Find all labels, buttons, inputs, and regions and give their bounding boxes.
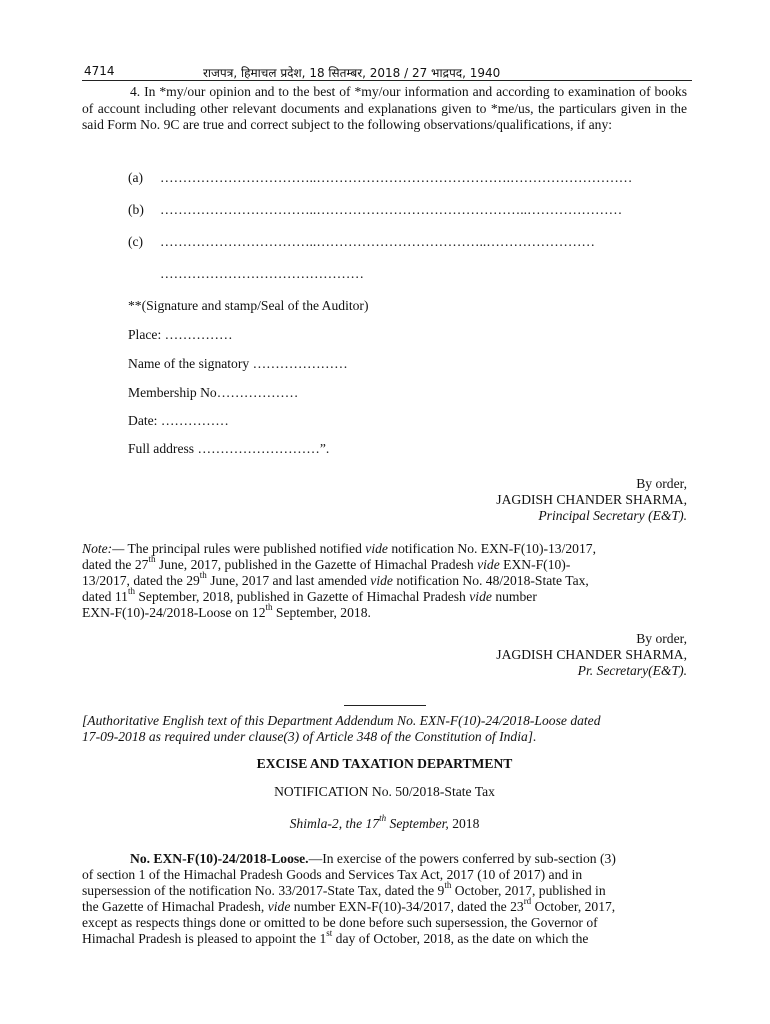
signatory-name-line: Name of the signatory …………………	[128, 356, 348, 371]
membership-line: Membership No………………	[128, 385, 299, 400]
page-number: 4714	[84, 64, 115, 78]
department-heading: EXCISE AND TAXATION DEPARTMENT	[256, 756, 513, 771]
note-line-2: dated the 27th June, 2017, published in the Gazette of Himachal Pradesh vide EXN-F(10)-	[82, 554, 571, 572]
order2-designation: Pr. Secretary(E&T).	[577, 663, 687, 678]
dateline: Shimla-2, the 17th September, 2018	[289, 813, 480, 831]
body-line-5: except as respects things done or omitted to be done before such supersession, the Governor of	[82, 915, 598, 930]
date-line: Date: ……………	[128, 413, 229, 428]
authoritative-text-line-1: [Authoritative English text of this Department Addendum No. EXN-F(10)-24/2018-Loose dated	[82, 713, 601, 728]
notification-ref: No. EXN-F(10)-24/2018-Loose.	[130, 851, 309, 866]
note-line-1: Note:— The principal rules were published notified vide notification No. EXN-F(10)-13/2017,	[82, 541, 596, 556]
item-b	[128, 202, 623, 219]
header-rule	[82, 80, 692, 81]
body-line-3: supersession of the notification No. 33/2017-State Tax, dated the 9th October, 2017, published in	[82, 880, 606, 898]
body-line-6: Himachal Pradesh is pleased to appoint the 1st day of October, 2018, as the date on which the	[82, 928, 589, 946]
item-c-label: (c)	[128, 234, 144, 249]
full-address-line: Full address ………………………”.	[128, 441, 330, 456]
note-line-4: dated 11th September, 2018, published in Gazette of Himachal Pradesh vide number	[82, 586, 537, 604]
authoritative-text-line-2: 17-09-2018 as required under clause(3) of Article 348 of the Constitution of India].	[82, 729, 537, 744]
order2-signatory-name: JAGDISH CHANDER SHARMA,	[496, 647, 687, 662]
order1-designation: Principal Secretary (E&T).	[538, 508, 687, 523]
gazette-header-title: राजपत्र, हिमाचल प्रदेश, 18 सितम्बर, 2018 / 27 भाद्रपद, 1940	[203, 66, 501, 80]
body-line-1: No. EXN-F(10)-24/2018-Loose.—In exercise of the powers conferred by sub-section (3)	[130, 851, 616, 866]
item-c	[128, 234, 595, 251]
item-a-dots: ……………………………..…………………………………….………………………	[160, 170, 633, 185]
paragraph-4: 4. In *my/our opinion and to the best of *my/our information and according to examination of books of account including other relevant documents and explanations given to *me/us, the particulars given in the said Form No. 9C are true and correct subject to the following observations/qualifications, if any:	[82, 84, 687, 132]
item-b-label: (b)	[128, 202, 144, 217]
notification-number: NOTIFICATION No. 50/2018-State Tax	[274, 784, 495, 799]
item-c-continuation-dots: ………………………………………	[160, 266, 364, 281]
item-a-label: (a)	[128, 170, 144, 185]
order1-by-order: By order,	[636, 476, 687, 491]
body-line-4: the Gazette of Himachal Pradesh, vide number EXN-F(10)-34/2017, dated the 23rd October, 2017,	[82, 896, 616, 914]
order1-signatory-name: JAGDISH CHANDER SHARMA,	[496, 492, 687, 507]
place-line: Place: ……………	[128, 327, 233, 342]
order2-by-order: By order,	[636, 631, 687, 646]
item-c-dots: ……………………………..………………………………..……………………	[160, 234, 595, 249]
body-line-2: of section 1 of the Himachal Pradesh Goods and Services Tax Act, 2017 (10 of 2017) and in	[82, 867, 583, 882]
section-separator	[344, 705, 426, 706]
note-line-3: 13/2017, dated the 29th June, 2017 and last amended vide notification No. 48/2018-State Tax,	[82, 570, 589, 588]
auditor-seal-line: **(Signature and stamp/Seal of the Auditor)	[128, 298, 369, 313]
note-line-5: EXN-F(10)-24/2018-Loose on 12th September, 2018.	[82, 602, 371, 620]
item-b-dots: ……………………………..………………………………………..…………………	[160, 202, 623, 217]
note-lead: Note:—	[82, 541, 125, 556]
item-a	[128, 170, 633, 187]
